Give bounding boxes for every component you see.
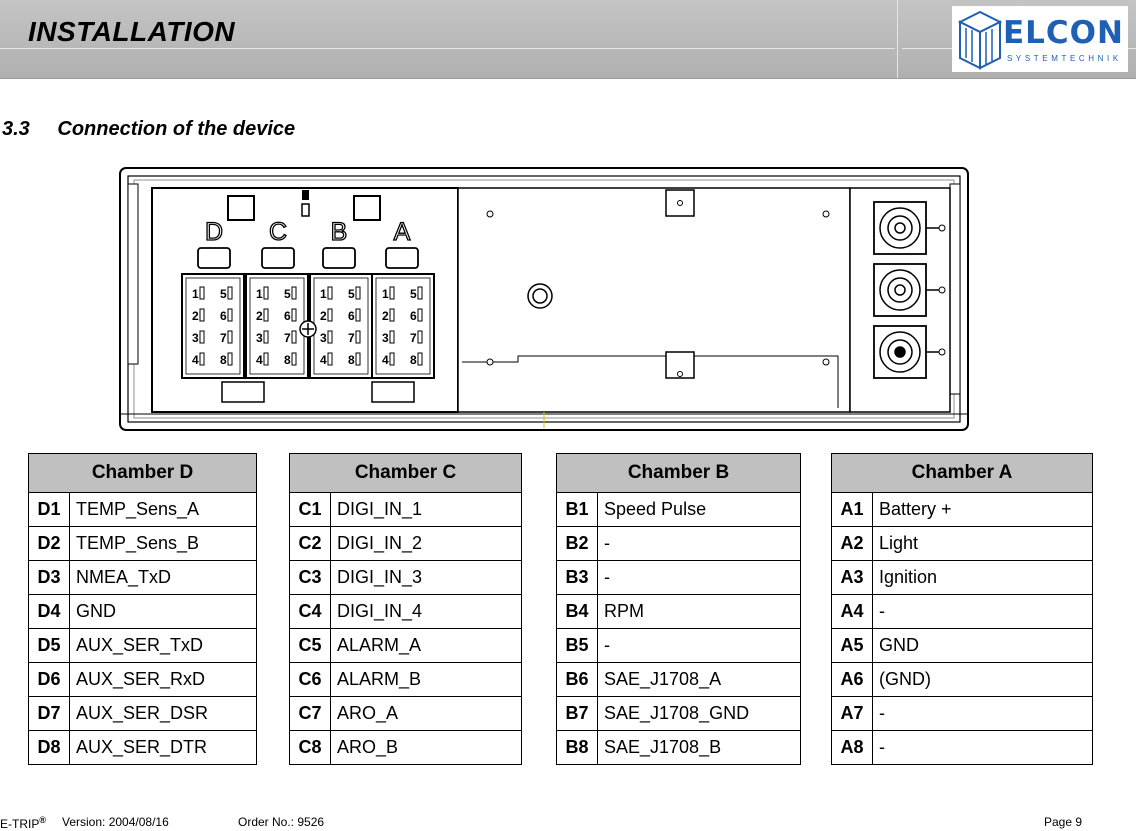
table-row — [290, 595, 522, 629]
elcon-logo — [952, 6, 1128, 72]
pin-signal: SAE_J1708_GND — [598, 697, 801, 731]
pin-signal: SAE_J1708_A — [598, 663, 801, 697]
pin-id: D6 — [29, 663, 70, 697]
section-number: 3.3 — [2, 118, 30, 140]
pin-id: B5 — [557, 629, 598, 663]
table-row — [832, 629, 1093, 663]
pin-label: 6 — [284, 309, 291, 323]
pin-label: 7 — [410, 331, 417, 345]
pin-signal: DIGI_IN_1 — [331, 493, 522, 527]
table-row — [557, 731, 801, 765]
pin-label: 1 — [320, 287, 327, 301]
pin-label: 5 — [348, 287, 355, 301]
pin-label: 4 — [320, 353, 327, 367]
pin-label: 5 — [220, 287, 227, 301]
pin-label: 3 — [320, 331, 327, 345]
pin-label: 2 — [382, 309, 389, 323]
device-drawing — [118, 166, 970, 434]
pin-label: 3 — [192, 331, 199, 345]
section-heading — [2, 118, 295, 141]
pin-label: 8 — [284, 353, 291, 367]
pin-id: B8 — [557, 731, 598, 765]
pin-signal: TEMP_Sens_A — [70, 493, 257, 527]
pin-signal: AUX_SER_DTR — [70, 731, 257, 765]
pin-signal: ALARM_A — [331, 629, 522, 663]
pin-signal: DIGI_IN_2 — [331, 527, 522, 561]
device-rear-view — [118, 166, 970, 434]
pin-signal: GND — [873, 629, 1093, 663]
pin-label: 6 — [348, 309, 355, 323]
chamber-d-header: Chamber D — [29, 454, 257, 493]
pin-label: 8 — [348, 353, 355, 367]
footer-product — [0, 815, 46, 831]
pin-signal: NMEA_TxD — [70, 561, 257, 595]
chamber-letter-b: B — [330, 218, 348, 246]
footer-page-number: Page 9 — [1044, 815, 1083, 829]
pin-label: 2 — [192, 309, 199, 323]
table-row — [290, 561, 522, 595]
table-row — [29, 731, 257, 765]
pin-id: A7 — [832, 697, 873, 731]
pin-id: D5 — [29, 629, 70, 663]
pin-id: B6 — [557, 663, 598, 697]
table-row — [832, 561, 1093, 595]
pin-id: D1 — [29, 493, 70, 527]
table-row — [832, 697, 1093, 731]
pin-id: A1 — [832, 493, 873, 527]
pin-label: 8 — [410, 353, 417, 367]
pin-signal: - — [598, 561, 801, 595]
pin-id: D8 — [29, 731, 70, 765]
table-row — [557, 561, 801, 595]
table-row — [290, 663, 522, 697]
pin-id: C4 — [290, 595, 331, 629]
pin-signal: ARO_B — [331, 731, 522, 765]
pin-signal: ALARM_B — [331, 663, 522, 697]
chamber-letter-c: C — [268, 218, 288, 246]
pin-label: 6 — [410, 309, 417, 323]
pin-label: 7 — [220, 331, 227, 345]
pin-signal: DIGI_IN_4 — [331, 595, 522, 629]
pin-signal: (GND) — [873, 663, 1093, 697]
pin-label: 2 — [320, 309, 327, 323]
logo-cube-icon — [954, 6, 1004, 72]
logo-tagline: SYSTEMTECHNIK — [1007, 54, 1122, 63]
pin-label: 2 — [256, 309, 263, 323]
chamber-a-table — [831, 453, 1093, 765]
section-title: Connection of the device — [57, 118, 296, 140]
chamber-letter-d: D — [204, 218, 224, 246]
pin-label: 1 — [256, 287, 263, 301]
pin-label: 6 — [220, 309, 227, 323]
pin-signal: GND — [70, 595, 257, 629]
table-row — [557, 629, 801, 663]
pin-label: 8 — [220, 353, 227, 367]
registered-mark: ® — [39, 815, 46, 825]
header-rule — [0, 48, 895, 49]
chamber-b-header: Chamber B — [557, 454, 801, 493]
pin-id: B4 — [557, 595, 598, 629]
pin-signal: Speed Pulse — [598, 493, 801, 527]
table-row — [29, 595, 257, 629]
pin-id: B3 — [557, 561, 598, 595]
table-row — [557, 493, 801, 527]
pin-signal: TEMP_Sens_B — [70, 527, 257, 561]
pin-id: B1 — [557, 493, 598, 527]
table-row — [290, 629, 522, 663]
pin-id: B2 — [557, 527, 598, 561]
pin-id: A4 — [832, 595, 873, 629]
table-row — [29, 663, 257, 697]
table-row — [832, 595, 1093, 629]
table-row — [832, 527, 1093, 561]
pin-signal: - — [873, 595, 1093, 629]
pin-id: D3 — [29, 561, 70, 595]
pin-signal: - — [873, 697, 1093, 731]
pin-id: C8 — [290, 731, 331, 765]
pin-signal: DIGI_IN_3 — [331, 561, 522, 595]
table-row — [557, 595, 801, 629]
table-row — [290, 493, 522, 527]
table-row — [557, 663, 801, 697]
chamber-c-header: Chamber C — [290, 454, 522, 493]
table-row — [290, 731, 522, 765]
footer-order: Order No.: 9526 — [238, 815, 325, 829]
pin-signal: ARO_A — [331, 697, 522, 731]
pin-id: D2 — [29, 527, 70, 561]
pin-signal: - — [873, 731, 1093, 765]
chamber-b-table — [556, 453, 801, 765]
table-row — [290, 697, 522, 731]
pin-id: C7 — [290, 697, 331, 731]
pin-label: 7 — [348, 331, 355, 345]
footer-product-name: E-TRIP — [0, 817, 40, 831]
table-row — [832, 493, 1093, 527]
pin-id: D7 — [29, 697, 70, 731]
pin-label: 5 — [410, 287, 417, 301]
table-row — [557, 527, 801, 561]
header-divider — [897, 0, 898, 78]
table-row — [29, 629, 257, 663]
pin-label: 1 — [192, 287, 199, 301]
pin-signal: Ignition — [873, 561, 1093, 595]
pin-id: A2 — [832, 527, 873, 561]
footer-version: Version: 2004/08/16 — [62, 815, 169, 829]
pin-id: C1 — [290, 493, 331, 527]
table-row — [29, 493, 257, 527]
logo-name: ELCON — [1003, 15, 1124, 51]
pin-label: 4 — [256, 353, 263, 367]
table-row — [832, 731, 1093, 765]
pin-label: 4 — [192, 353, 199, 367]
pin-signal: RPM — [598, 595, 801, 629]
pin-label: 5 — [284, 287, 291, 301]
pin-id: C3 — [290, 561, 331, 595]
pin-id: D4 — [29, 595, 70, 629]
table-row — [29, 561, 257, 595]
pin-id: A3 — [832, 561, 873, 595]
table-row — [557, 697, 801, 731]
pin-label: 3 — [382, 331, 389, 345]
pin-signal: Battery + — [873, 493, 1093, 527]
pin-signal: SAE_J1708_B — [598, 731, 801, 765]
pin-id: C2 — [290, 527, 331, 561]
chamber-c-table — [289, 453, 522, 765]
table-row — [29, 527, 257, 561]
pin-signal: AUX_SER_DSR — [70, 697, 257, 731]
pin-signal: - — [598, 527, 801, 561]
chamber-a-header: Chamber A — [832, 454, 1093, 493]
pin-label: 4 — [382, 353, 389, 367]
pin-id: A6 — [832, 663, 873, 697]
chamber-letter-a: A — [393, 218, 411, 246]
pin-label: 3 — [256, 331, 263, 345]
chamber-d-table — [28, 453, 257, 765]
pin-id: C6 — [290, 663, 331, 697]
table-row — [290, 527, 522, 561]
pin-id: A8 — [832, 731, 873, 765]
pin-signal: - — [598, 629, 801, 663]
pin-id: A5 — [832, 629, 873, 663]
page-header — [0, 0, 1136, 79]
pin-id: C5 — [290, 629, 331, 663]
pin-signal: Light — [873, 527, 1093, 561]
pin-signal: AUX_SER_RxD — [70, 663, 257, 697]
table-row — [832, 663, 1093, 697]
pin-id: B7 — [557, 697, 598, 731]
pin-signal: AUX_SER_TxD — [70, 629, 257, 663]
pin-label: 7 — [284, 331, 291, 345]
table-row — [29, 697, 257, 731]
pin-label: 1 — [382, 287, 389, 301]
header-title: INSTALLATION — [28, 16, 236, 47]
